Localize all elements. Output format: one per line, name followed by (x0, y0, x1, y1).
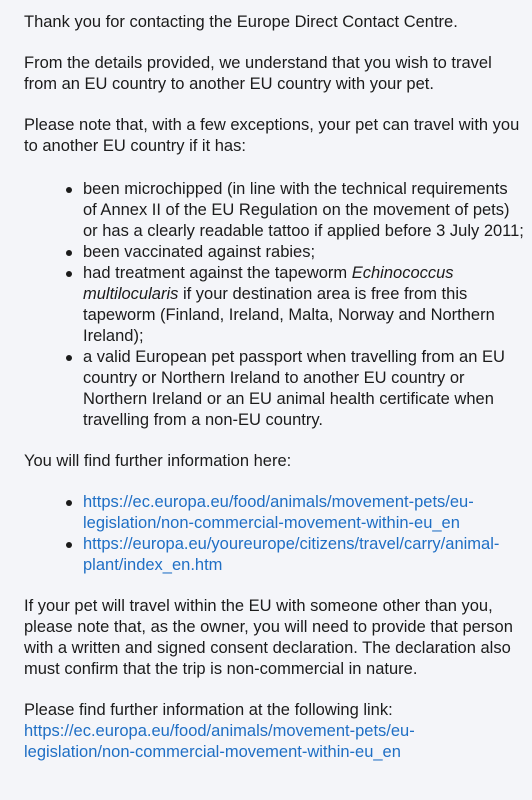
link-final-eu-legislation[interactable]: https://ec.europa.eu/food/animals/movement-pets/eu-legislation/non-commercial-movement-within-eu_en (24, 722, 415, 761)
link-your-europe[interactable]: https://europa.eu/youreurope/citizens/travel/carry/animal-plant/index_en.htm (83, 535, 500, 574)
greeting-text: Thank you for contacting the Europe Direct Contact Centre. (24, 13, 458, 31)
requirement-tapeworm-species: Echinococcus multilocularis (83, 264, 454, 303)
bullet-icon (66, 187, 72, 193)
list-item (66, 347, 524, 431)
further-info-intro: You will find further information here: (24, 452, 292, 470)
email-body (24, 12, 524, 763)
consent-paragraph: If your pet will travel within the EU with someone other than you, please note that, as the owner, you will need to provide that person with a written and signed consent declaration. The declaration also must confirm that the trip is non-commercial in nature. (24, 597, 513, 678)
final-link-line (24, 721, 524, 763)
requirements-intro: Please note that, with a few exceptions, your pet can travel with you to another EU country if it has: (24, 116, 520, 155)
list-item (66, 242, 524, 263)
requirement-rabies: been vaccinated against rabies; (83, 243, 316, 261)
requirement-microchip: been microchipped (in line with the technical requirements of Annex II of the EU Regulation on the movement of pets) or has a clearly readable tattoo if applied before 3 July 2011; (83, 180, 524, 240)
requirements-list (66, 179, 524, 431)
bullet-icon (66, 271, 72, 277)
requirement-passport: a valid European pet passport when travelling from an EU country or Northern Ireland to another EU country or Northern Ireland or an EU animal health certificate when travelling from a non-EU country. (83, 348, 505, 429)
final-link-intro: Please find further information at the following link: (24, 701, 393, 719)
list-item (66, 179, 524, 242)
list-item (66, 534, 524, 576)
requirement-tapeworm-prefix: had treatment against the tapeworm (83, 264, 352, 282)
list-item (66, 263, 524, 347)
links-list (66, 492, 524, 576)
bullet-icon (66, 355, 72, 361)
requirement-tapeworm-suffix: if your destination area is free from this tapeworm (Finland, Ireland, Malta, Norway and Northern Ireland); (83, 285, 495, 345)
link-eu-legislation[interactable]: https://ec.europa.eu/food/animals/movement-pets/eu-legislation/non-commercial-movement-within-eu_en (83, 493, 474, 532)
bullet-icon (66, 250, 72, 256)
bullet-icon (66, 500, 72, 506)
bullet-icon (66, 542, 72, 548)
intro-paragraph: From the details provided, we understand that you wish to travel from an EU country to another EU country with your pet. (24, 54, 492, 93)
list-item (66, 492, 524, 534)
